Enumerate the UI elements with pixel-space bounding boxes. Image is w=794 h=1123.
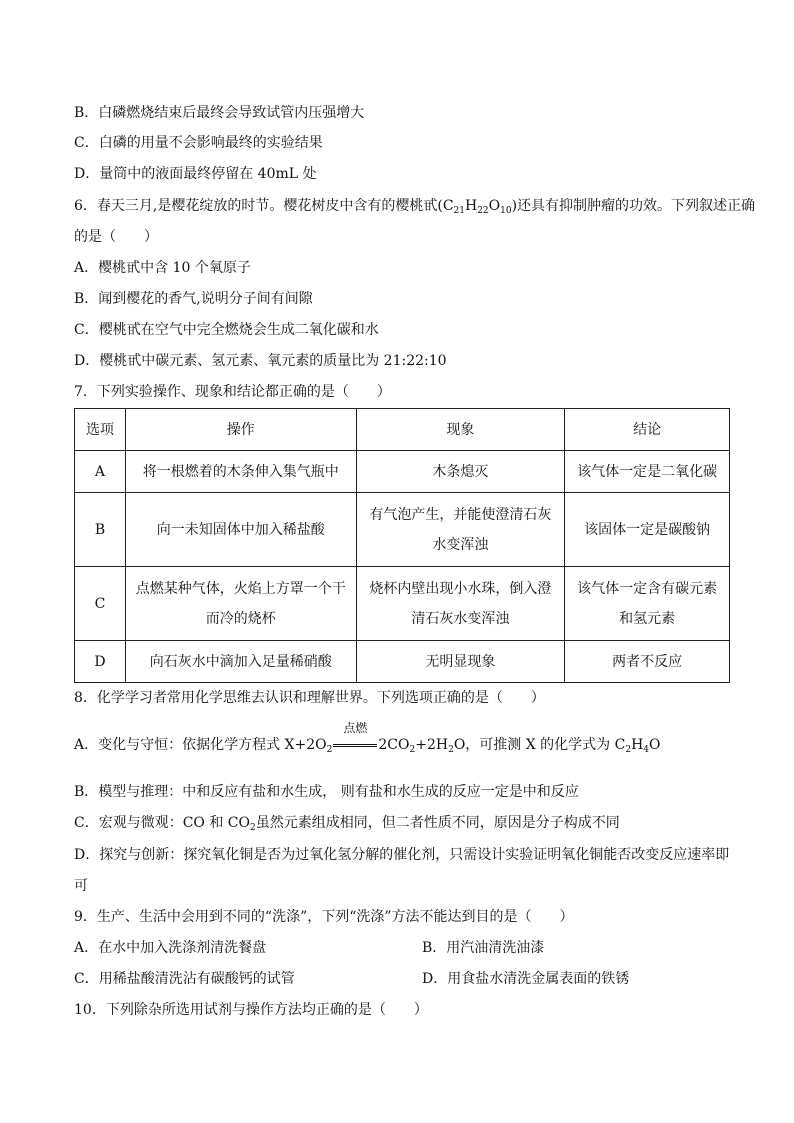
q8-a-sub2: 2 (409, 745, 416, 755)
q9-stem: 9．生产、生活中会用到不同的“洗涤”，下列“洗涤”方法不能达到目的是（ ） (74, 909, 574, 925)
q9-option-d: D．用食盐水清洗金属表面的铁锈 (422, 971, 630, 987)
q8-c-sub: 2 (250, 823, 256, 833)
row-c-operation: 点燃某种气体，火焰上方罩一个干而冷的烧杯 (125, 567, 356, 641)
reaction-condition: 点燃 (343, 721, 368, 735)
header-phenomenon: 现象 (356, 409, 565, 451)
q8-a-text-mid: 2CO (378, 737, 410, 753)
q8-c-text-pre: C．宏观与微观：CO 和 CO (74, 815, 250, 831)
row-c-conclusion: 该气体一定含有碳元素和氢元素 (565, 567, 730, 641)
q10-stem: 10．下列除杂所选用试剂与操作方法均正确的是（ ） (74, 1002, 428, 1018)
q7-stem: 7．下列实验操作、现象和结论都正确的是（ ） (74, 384, 391, 400)
row-d-operation: 向石灰水中滴加入足量稀硝酸 (125, 641, 356, 683)
q8-a-sub3: 2 (448, 745, 454, 755)
q8-option-c (74, 813, 734, 838)
q6-stem-text-a: 6．春天三月,是樱花绽放的时节。樱花树皮中含有的樱桃甙(C (74, 198, 454, 214)
row-b-conclusion: 该固体一定是碳酸钠 (565, 493, 730, 567)
q5-option-b: B．白磷燃烧结束后最终会导致试管内压强增大 (74, 105, 365, 121)
row-a-phenomenon: 木条熄灭 (356, 451, 565, 493)
row-b-phenomenon: 有气泡产生，并能使澄清石灰水变浑浊 (356, 493, 565, 567)
row-d-phenomenon: 无明显现象 (356, 641, 565, 683)
q9-option-c: C．用稀盐酸清洗沾有碳酸钙的试管 (74, 971, 295, 987)
q9-option-b: B．用汽油清洗油漆 (422, 940, 545, 956)
q7-table (74, 408, 730, 683)
q9-options-row1 (74, 938, 734, 958)
row-d-option: D (75, 641, 126, 683)
q9-options-row2 (74, 969, 734, 989)
row-a-operation: 将一根燃着的木条伸入集气瓶中 (125, 451, 356, 493)
row-b-operation: 向一未知固体中加入稀盐酸 (125, 493, 356, 567)
row-d-conclusion: 两者不反应 (565, 641, 730, 683)
q8-a-text-mid4: H (631, 737, 644, 753)
q6-option-a: A．樱桃甙中含 10 个氧原子 (74, 260, 251, 276)
header-conclusion: 结论 (565, 409, 730, 451)
table-row (75, 493, 730, 567)
q8-a-text-mid3: O，可推测 X 的化学式为 C (453, 737, 626, 753)
q8-a-sub1: 2 (326, 745, 333, 755)
q8-c-text-post: 虽然元素组成相同，但二者性质不同，原因是分子构成不同 (255, 815, 620, 831)
row-c-phenomenon: 烧杯内壁出现小水珠，倒入澄清石灰水变浑浊 (356, 567, 565, 641)
header-option: 选项 (75, 409, 126, 451)
q6-o: O (488, 198, 501, 214)
q6-stem-line1 (74, 196, 756, 221)
q8-a-text-end: O (649, 737, 661, 753)
q6-option-b: B．闻到樱花的香气,说明分子间有间隙 (74, 291, 313, 307)
q8-a-text-pre: A．变化与守恒：依据化学方程式 X+2O (74, 737, 327, 753)
q8-a-sub5: 4 (643, 745, 650, 755)
q8-option-b: B．模型与推理：中和反应有盐和水生成， 则有盐和水生成的反应一定是中和反应 (74, 784, 579, 800)
equals-sign (333, 744, 377, 747)
q6-h: H (464, 198, 478, 214)
q6-option-d: D．樱桃甙中碳元素、氢元素、氧元素的质量比为 21:22:10 (74, 353, 447, 369)
table-row (75, 451, 730, 493)
q6-stem-line2: 的是（ ） (74, 229, 158, 245)
table-header-row (75, 409, 730, 451)
q6-sub-c: 21 (453, 206, 465, 216)
q6-option-c: C．樱桃甙在空气中完全燃烧会生成二氧化碳和水 (74, 322, 379, 338)
table-row (75, 567, 730, 641)
q8-stem: 8．化学学习者常用化学思维去认识和理解世界。下列选项正确的是（ ） (74, 690, 545, 706)
q8-option-d-line2: 可 (74, 878, 88, 894)
q8-a-sub4: 2 (625, 745, 632, 755)
row-a-conclusion: 该气体一定是二氧化碳 (565, 451, 730, 493)
q5-option-c: C．白磷的用量不会影响最终的实验结果 (74, 135, 323, 151)
row-c-option: C (75, 567, 126, 641)
q8-option-d-line1: D．探究与创新：探究氧化铜是否为过氧化氢分解的催化剂，只需设计实验证明氧化铜能否改变反应速率即 (74, 847, 730, 863)
q6-sub-h: 22 (477, 206, 489, 216)
q6-stem-text-b: )还具有抑制肿瘤的功效。下列叙述正确 (511, 198, 756, 214)
q8-option-a (74, 721, 734, 760)
q9-option-a: A．在水中加入洗涤剂清洗餐盘 (74, 940, 267, 956)
row-a-option: A (75, 451, 126, 493)
header-operation: 操作 (125, 409, 356, 451)
table-row (75, 641, 730, 683)
reaction-arrow (332, 721, 378, 755)
row-b-option: B (75, 493, 126, 567)
q5-option-d: D．量筒中的液面最终停留在 40mL 处 (74, 166, 317, 182)
q6-sub-o: 10 (500, 206, 512, 216)
q8-a-text-mid2: +2H (415, 737, 449, 753)
